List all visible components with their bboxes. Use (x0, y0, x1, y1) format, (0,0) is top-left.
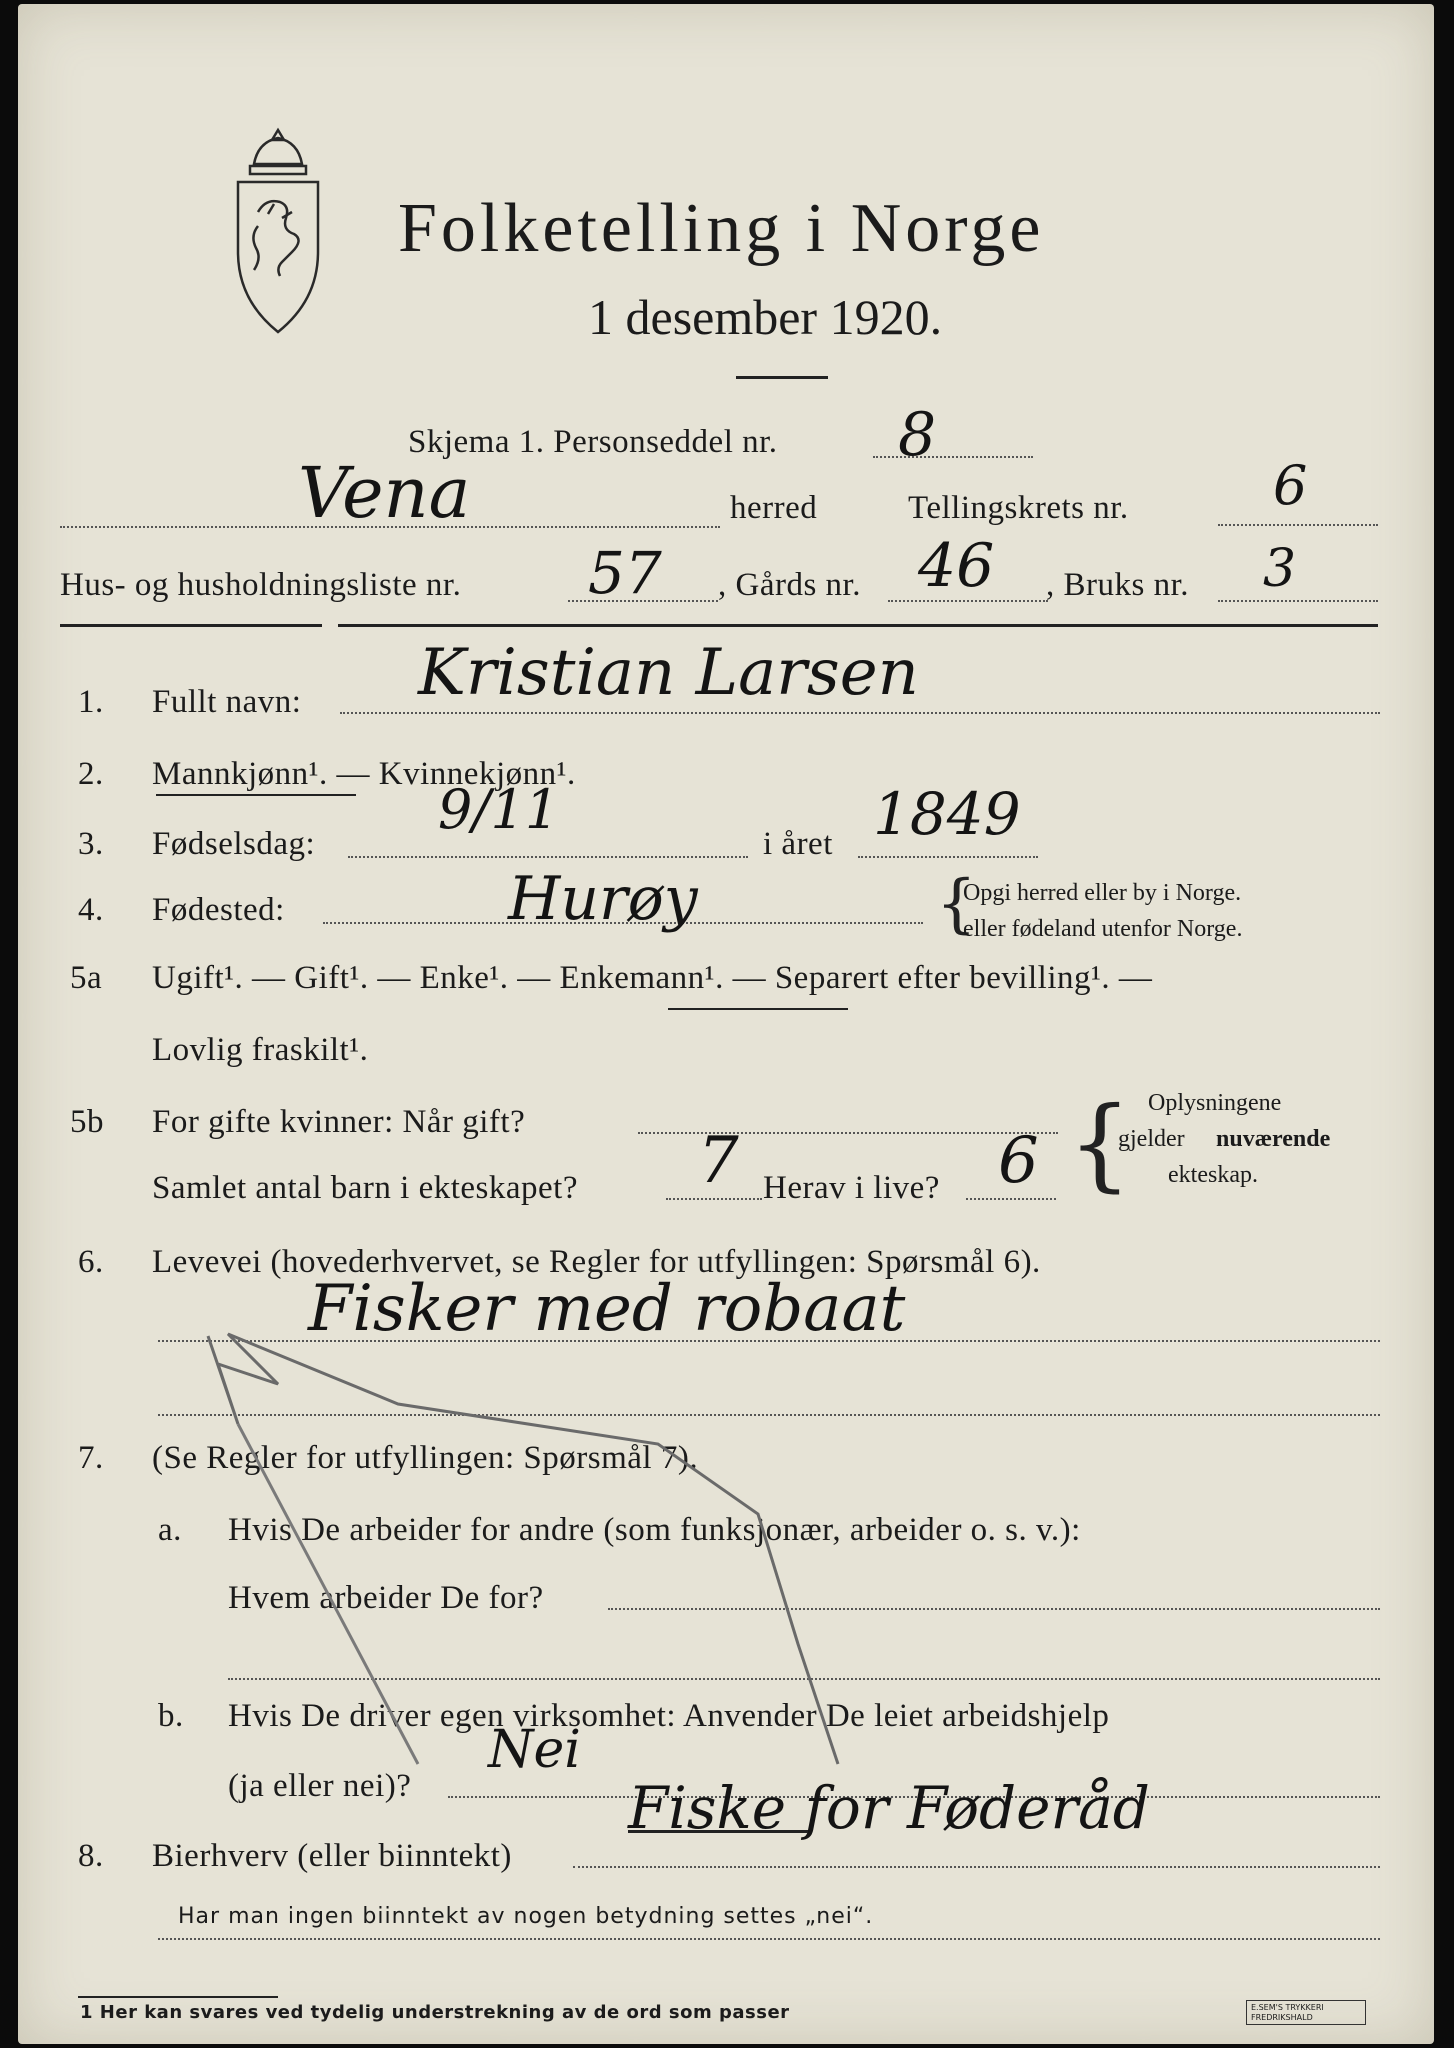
form-title: Folketelling i Norge (398, 190, 1045, 267)
footnote: 1 Her kan svares ved tydelig understrekning av de ord som passer (80, 2002, 790, 2023)
skjema-field-line (873, 456, 1033, 458)
header-divider-left (60, 624, 322, 627)
coat-of-arms-icon (218, 122, 338, 342)
children-label: Samlet antal barn i ekteskapet? (152, 1170, 579, 1206)
hired-help-value[interactable]: Nei (488, 1720, 581, 1780)
q2-number: 2. (78, 756, 104, 792)
gards-label: , Gårds nr. (718, 567, 861, 603)
q6-number: 6. (78, 1244, 104, 1280)
birthday-field-line (348, 856, 748, 858)
occupation-label: Levevei (hovederhvervet, se Regler for utfyllingen: Spørsmål 6). (152, 1244, 1041, 1280)
q8-number: 8. (78, 1838, 104, 1874)
header-divider-right (338, 624, 1378, 627)
q7b-number: b. (158, 1698, 184, 1734)
q3-label: Fødselsdag: (152, 826, 316, 862)
skjema-value[interactable]: 8 (898, 400, 937, 470)
birthday-value[interactable]: 9/11 (438, 778, 560, 841)
printer-mark: E.SEM'S TRYKKERI FREDRIKSHALD (1246, 2000, 1366, 2025)
side-income-strikethrough (628, 1830, 808, 1833)
children-field-line (666, 1198, 762, 1200)
alive-field-line (966, 1198, 1056, 1200)
birthplace-note-brace: { (936, 867, 977, 941)
q4-label: Fødested: (152, 892, 285, 928)
full-name-value[interactable]: Kristian Larsen (418, 636, 919, 710)
year-field-line (858, 856, 1038, 858)
marriage-note-line2a: gjelder (1118, 1126, 1185, 1152)
bruks-label: , Bruks nr. (1046, 567, 1190, 603)
bruks-field-line (1218, 600, 1378, 602)
q5a-number: 5a (70, 960, 103, 996)
q1-field-line (340, 712, 1380, 714)
q7-label: (Se Regler for utfyllingen: Spørsmål 7). (152, 1440, 699, 1476)
side-income-field-line (573, 1866, 1380, 1868)
gender-underline (156, 794, 356, 796)
marital-status-options-line2: Lovlig fraskilt¹. (152, 1032, 369, 1068)
gards-value[interactable]: 46 (918, 531, 995, 601)
hus-value[interactable]: 57 (588, 539, 662, 607)
footnote-divider (78, 1996, 278, 1998)
skjema-label: Skjema 1. Personseddel nr. (408, 424, 778, 460)
marriage-note-line1: Oplysningene (1148, 1090, 1282, 1116)
alive-label: Herav i live? (763, 1170, 940, 1206)
children-count-value[interactable]: 7 (698, 1124, 739, 1198)
krets-field-line (1218, 524, 1378, 526)
q5b-number: 5b (70, 1104, 104, 1140)
hus-label: Hus- og husholdningsliste nr. (60, 567, 462, 603)
birthplace-note-line1: Opgi herred eller by i Norge. (963, 880, 1242, 906)
q3-number: 3. (78, 826, 104, 862)
side-income-value[interactable]: Fiske for Føderåd (628, 1774, 1150, 1842)
herred-value[interactable]: Vena (298, 452, 471, 534)
krets-value[interactable]: 6 (1273, 454, 1308, 517)
q7a-label: Hvis De arbeider for andre (som funksjonær, arbeider o. s. v.): (228, 1512, 1081, 1548)
employer-label: Hvem arbeider De for? (228, 1580, 544, 1616)
married-women-label: For gifte kvinner: Når gift? (152, 1104, 526, 1140)
q7a-number: a. (158, 1512, 182, 1548)
marriage-note-brace: { (1068, 1085, 1132, 1202)
krets-label: Tellingskrets nr. (908, 490, 1129, 526)
q1-label: Fullt navn: (152, 684, 302, 720)
hired-help-label: (ja eller nei)? (228, 1768, 412, 1804)
alive-count-value[interactable]: 6 (998, 1124, 1039, 1198)
occupation-value[interactable]: Fisker med robaat (308, 1272, 906, 1346)
year-label: i året (763, 826, 833, 862)
birth-year-value[interactable]: 1849 (873, 780, 1021, 848)
marriage-note-line3: ekteskap. (1168, 1162, 1258, 1188)
marital-status-options: Ugift¹. — Gift¹. — Enke¹. — Enkemann¹. — Separert efter bevilling¹. — (152, 960, 1153, 996)
birthplace-note-line2: eller fødeland utenfor Norge. (963, 916, 1243, 942)
marriage-note-line2b: nuværende (1216, 1126, 1331, 1152)
census-form (18, 4, 1434, 2044)
nei-note: Har man ingen biinntekt av nogen betydning settes „nei“. (178, 1904, 874, 1929)
herred-label: herred (730, 490, 818, 526)
bruks-value[interactable]: 3 (1263, 539, 1297, 599)
q1-number: 1. (78, 684, 104, 720)
marital-status-underline (668, 1008, 848, 1010)
gender-options: Mannkjønn¹. — Kvinnekjønn¹. (152, 756, 576, 792)
side-income-field-line-2 (158, 1938, 1380, 1940)
form-date: 1 desember 1920. (588, 289, 943, 345)
side-income-label: Bierhverv (eller biinntekt) (152, 1838, 512, 1874)
q7b-label: Hvis De driver egen virksomhet: Anvender De leiet arbeidshjelp (228, 1698, 1110, 1734)
title-divider (736, 376, 828, 379)
birthplace-value[interactable]: Hurøy (508, 864, 698, 934)
q4-number: 4. (78, 892, 104, 928)
pencil-crossout-mark (198, 1324, 1098, 1784)
q7-number: 7. (78, 1440, 104, 1476)
